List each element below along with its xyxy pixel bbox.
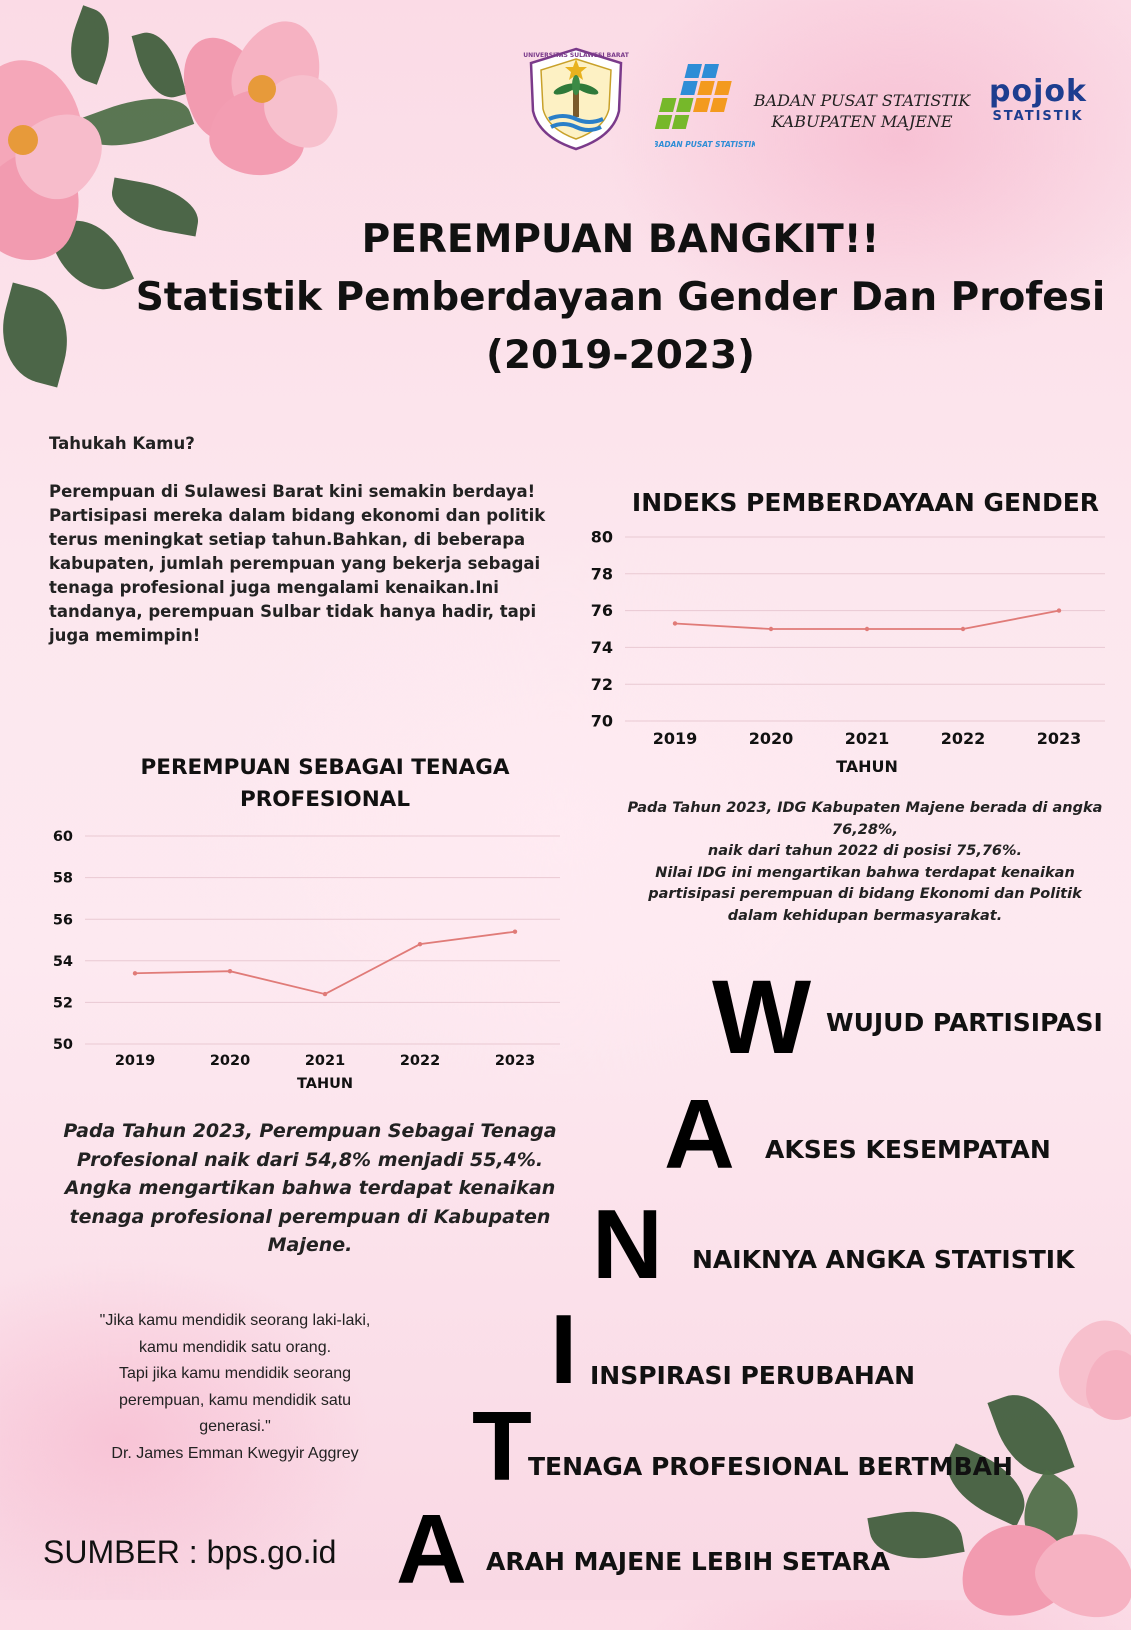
acrostic-letter-a2: A — [396, 1494, 467, 1604]
title-line-3: (2019-2023) — [486, 333, 755, 378]
professional-line-chart — [40, 822, 570, 1092]
title-line-1: PEREMPUAN BANGKIT!! — [361, 217, 880, 262]
prof-chart-title: PEREMPUAN SEBAGAI TENAGA PROFESIONAL — [140, 755, 510, 812]
x-tick-label: 2023 — [1036, 729, 1082, 748]
idg-note-line1: Pada Tahun 2023, IDG Kabupaten Majene berada di angka — [627, 800, 1103, 816]
acrostic-word-i: INSPIRASI PERUBAHAN — [590, 1361, 916, 1390]
y-tick-label: 56 — [52, 912, 73, 929]
prof-note-line1: Pada Tahun 2023, Perempuan Sebagai Tenaga — [63, 1120, 557, 1142]
data-point — [133, 971, 137, 975]
data-point — [228, 969, 232, 973]
data-point — [673, 621, 677, 625]
pojok-logo-subword: STATISTIK — [992, 109, 1084, 124]
x-tick-label: 2020 — [748, 729, 794, 748]
page-title — [0, 211, 1131, 385]
intro-heading: Tahukah Kamu? — [49, 434, 195, 453]
y-tick-label: 74 — [590, 638, 613, 657]
quote-line4: perempuan, kamu mendidik satu — [118, 1391, 352, 1409]
acrostic-letter-t: T — [472, 1391, 532, 1501]
pojok-statistik-logo — [978, 74, 1098, 124]
acrostic-word-w: WUJUD PARTISIPASI — [826, 1008, 1103, 1037]
intro-section — [49, 432, 549, 648]
idg-line-chart — [580, 525, 1110, 780]
bps-agency-name — [752, 90, 972, 132]
y-tick-label: 72 — [590, 674, 613, 694]
pojok-logo-word: pojok — [989, 74, 1087, 109]
bps-logo — [655, 60, 755, 152]
professional-explanation — [60, 1117, 560, 1260]
x-axis-title: TAHUN — [836, 757, 898, 776]
acrostic-letter-w: W — [712, 959, 812, 1076]
prof-note-line5: Majene. — [267, 1234, 353, 1256]
x-tick-label: 2019 — [114, 1053, 156, 1069]
acrostic-word-t: TENAGA PROFESIONAL BERTMBAH — [528, 1452, 1013, 1481]
seal-text: UNIVERSITAS SULAWESI BARAT — [523, 52, 629, 59]
data-point — [1057, 608, 1061, 612]
prof-note-line3: Angka mengartikan bahwa terdapat kenaikan — [64, 1177, 556, 1199]
quote-line2: kamu mendidik satu orang. — [138, 1338, 332, 1356]
acrostic-word-a2: ARAH MAJENE LEBIH SETARA — [486, 1547, 891, 1576]
x-tick-label: 2022 — [940, 729, 986, 748]
x-tick-label: 2022 — [399, 1053, 441, 1069]
idg-note-line5: partisipasi perempuan di bidang Ekonomi dan Politik — [648, 886, 1082, 902]
bps-agency-line2: KABUPATEN MAJENE — [771, 112, 953, 131]
idg-note-line3: naik dari tahun 2022 di posisi 75,76%. — [707, 843, 1023, 859]
acrostic-letter-n: N — [592, 1189, 663, 1299]
idg-note-line2: 76,28%, — [832, 821, 898, 838]
data-point — [323, 992, 327, 996]
y-tick-label: 52 — [52, 995, 73, 1012]
x-tick-label: 2019 — [652, 729, 698, 748]
quote-author: Dr. James Emman Kwegyir Aggrey — [111, 1444, 359, 1462]
y-tick-label: 70 — [590, 711, 613, 731]
bps-logo-caption: BADAN PUSAT STATISTIK — [655, 140, 755, 149]
x-tick-label: 2021 — [304, 1053, 346, 1069]
data-point — [865, 627, 869, 631]
quote-line1: "Jika kamu mendidik seorang laki-laki, — [99, 1312, 371, 1329]
x-tick-label: 2020 — [209, 1053, 251, 1069]
data-point — [961, 627, 965, 631]
prof-note-line4: tenaga profesional perempuan di Kabupaten — [69, 1205, 551, 1228]
quote-line5: generasi." — [199, 1418, 271, 1435]
prof-note-line2: Profesional naik dari 54,8% menjadi 55,4%. — [76, 1148, 544, 1171]
y-tick-label: 58 — [52, 870, 73, 887]
x-tick-label: 2023 — [494, 1053, 536, 1069]
idg-chart-title: INDEKS PEMBERDAYAAN GENDER — [631, 488, 1100, 517]
idg-note-line6: dalam kehidupan bermasyarakat. — [727, 907, 1003, 924]
acrostic-letter-a1: A — [664, 1079, 735, 1189]
idg-explanation — [615, 798, 1115, 927]
data-point — [418, 942, 422, 946]
y-tick-label: 50 — [52, 1037, 73, 1054]
bps-agency-line1: BADAN PUSAT STATISTIK — [753, 91, 971, 110]
acrostic-word-n: NAIKNYA ANGKA STATISTIK — [692, 1245, 1075, 1274]
flower-decoration-bottom-right — [871, 1310, 1131, 1600]
idg-note-line4: Nilai IDG ini mengartikan bahwa terdapat kenaikan — [655, 864, 1075, 881]
series-line — [135, 932, 515, 994]
title-line-2: Statistik Pemberdayaan Gender Dan Profesi — [135, 275, 1106, 320]
y-tick-label: 76 — [590, 601, 613, 621]
data-point — [513, 929, 517, 933]
y-tick-label: 78 — [590, 564, 613, 584]
university-seal-logo — [523, 45, 629, 153]
acrostic-word-a1: AKSES KESEMPATAN — [765, 1135, 1051, 1164]
y-tick-label: 54 — [52, 953, 73, 970]
x-tick-label: 2021 — [844, 729, 890, 748]
source-credit: SUMBER : bps.go.id — [43, 1534, 337, 1570]
y-tick-label: 60 — [52, 829, 73, 846]
data-point — [769, 627, 773, 631]
x-axis-title: TAHUN — [296, 1076, 354, 1092]
acrostic-letter-i: I — [550, 1294, 578, 1404]
y-tick-label: 80 — [590, 527, 613, 547]
quote-line3: Tapi jika kamu mendidik seorang — [118, 1365, 352, 1382]
intro-body: Perempuan di Sulawesi Barat kini semakin berdaya! Partisipasi mereka dalam bidang ekonomi dan politik terus meningkat setiap tahun.Bahkan, di beberapa kabupaten, jumlah perempuan yang bekerja sebagai tenaga profesional juga mengalami kenaikan.Ini tandanya, perempuan Sulbar tidak hanya hadir, tapi juga memimpin! — [49, 482, 546, 645]
series-line — [675, 611, 1059, 629]
quote-block — [60, 1308, 410, 1467]
